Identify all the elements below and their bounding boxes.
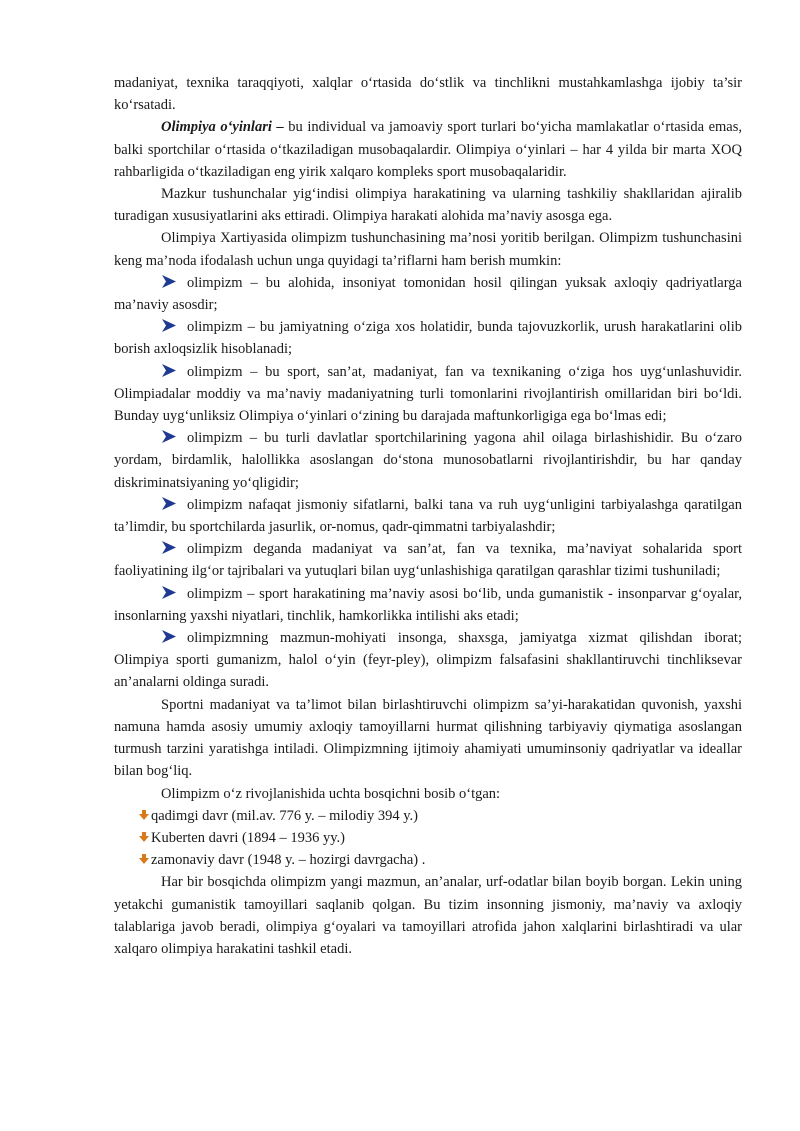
- arrow-bullet-icon: [161, 496, 177, 511]
- paragraph-conclusion: Har bir bosqichda olimpizm yangi mazmun, an’analar, urf-odatlar bilan boyib borgan. Lekin uning yetakchi gumanistik tamoyillari saqlanib qolgan. Bu tizim insonning jismoniy, ma’naviy va axloqiy talablariga javob beradi, olimpiya g‘oyalari va tamoyillari atrofida jahon xalqlarini birlashtiradi va ular xalqaro olimpiya harakatini tashkil etadi.: [114, 874, 742, 957]
- arrow-bullet-icon: [161, 429, 177, 444]
- bullet-item: olimpizm deganda madaniyat va san’at, fan va texnika, ma’naviyat sohalarida sport faoliyatining ilg‘or tajribalari va yutuqlari bilan uyg‘unlashishiga qaratilgan qarashlar tizimi tushuniladi;: [114, 541, 742, 580]
- paragraph-charter: Olimpiya Xartiyasida olimpizm tushunchasining ma’nosi yoritib berilgan. Olimpizm tushunchasini keng ma’noda ifodalash uchun unga quyidagi ta’riflarni ham berish mumkin:: [114, 230, 742, 269]
- arrow-down-icon: [138, 806, 150, 818]
- arrow-bullet-icon: [161, 363, 177, 378]
- paragraph-sport-culture: Sportni madaniyat va ta’limot bilan birlashtiruvchi olimpizm sa’yi-harakatidan quvonish, yaxshi namuna hamda asosiy umumiy axloqiy tamoyillarni hurmat qilishning tarbiyaviy qiymatiga asoslangan turmush tarzini yaratishga intiladi. Olimpizmning ijtimoiy ahamiyati umuminsoniy qadriyatlar va ideallar bilan bog‘liq.: [114, 696, 742, 780]
- paragraph-olympic-games: [114, 116, 742, 183]
- bullet-item: olimpizm – bu turli davlatlar sportchilarining yagona ahil oilaga birlashishidir. Bu o‘zaro yordam, birdamlik, halollikka asoslangan do‘stona munosobatlarni rivojlantirishdir, bu har qanday diskriminatsiyaning yo‘qligidir;: [114, 430, 742, 491]
- period-item: zamonaviy davr (1948 y. – hozirgi davrgacha) .: [114, 849, 742, 871]
- arrow-down-icon: [138, 850, 150, 862]
- bullet-item: olimpizmning mazmun-mohiyati insonga, shaxsga, jamiyatga xizmat qilishdan iborat; Olimpiya sporti gumanizm, halol o‘yin (feyr-pley), olimpizm falsafasini shakllantiruvchi tinchliksevar an’analarni oldinga suradi.: [114, 630, 742, 691]
- arrow-bullet-icon: [161, 540, 177, 555]
- arrow-bullet-icon: [161, 274, 177, 289]
- bullet-item: olimpizm – bu sport, san’at, madaniyat, fan va texnikaning o‘ziga hos uyg‘unlashuvidir. Olimpiadalar moddiy va ma’naviy madaniyatning turli tomonlarini rivojlantirish omillaridan biri bo‘ldi. Bunday uyg‘unliksiz Olimpiya o‘yinlari o‘zining bu darajada maftunkorligiga ega bo‘lmas edi;: [114, 363, 742, 425]
- paragraph-intro: madaniyat, texnika taraqqiyoti, xalqlar o‘rtasida do‘stlik va tinchlikni mustahkamlashga ijobiy ta’sir ko‘rsatadi.: [114, 75, 742, 114]
- bullet-item: olimpizm – bu alohida, insoniyat tomonidan hosil qilingan yuksak axloqiy qadriyatlarga ma’naviy asosdir;: [114, 274, 742, 314]
- arrow-bullet-icon: [161, 318, 177, 333]
- period-item: Kuberten davri (1894 – 1936 yy.): [114, 827, 742, 849]
- period-item: qadimgi davr (mil.av. 776 y. – milodiy 394 y.): [114, 805, 742, 827]
- paragraph-concepts: Mazkur tushunchalar yig‘indisi olimpiya harakatining va ularning tashkiliy shakllaridan ajiralib turadigan xususiyatlarini aks ettiradi. Olimpiya harakati alohida ma’naviy asosga ega.: [114, 186, 742, 225]
- term-olympic-games: Olimpiya o‘yinlari –: [161, 119, 284, 136]
- bullet-item: olimpizm – bu jamiyatning o‘ziga xos holatidir, bunda tajovuzkorlik, urush harakatlarini olib borish axloqsizlik hisoblanadi;: [114, 319, 742, 358]
- paragraph-olympic-games-text: bu individual va jamoaviy sport turlari bo‘yicha mamlakatlar o‘rtasida emas, balki sportchilar o‘rtasida o‘tkaziladigan musobaqalardir. Olimpiya o‘yinlari – har 4 yilda bir marta XOQ rahbarligida o‘tkaziladigan eng yirik xalqaro kompleks sport musobaqalaridir.: [114, 119, 742, 180]
- arrow-bullet-icon: [161, 629, 177, 644]
- bullet-item: olimpizm nafaqat jismoniy sifatlarni, balki tana va ruh uyg‘unligini tarbiyalashga qaratilgan ta’limdir, bu sportchilarda jasurlik, or-nomus, qadr-qimmatni tarbiyalashdir;: [114, 496, 742, 536]
- arrow-down-icon: [138, 828, 150, 840]
- document-page: [114, 72, 742, 960]
- paragraph-stages-intro: Olimpizm o‘z rivojlanishida uchta bosqichni bosib o‘tgan:: [161, 785, 501, 802]
- arrow-bullet-icon: [161, 585, 177, 600]
- bullet-item: olimpizm – sport harakatining ma’naviy asosi bo‘lib, unda gumanistik - insonparvar g‘oyalar, insonlarning yaxshi niyatlari, tinchlik, hamkorlikka intilishi aks etadi;: [114, 585, 742, 624]
